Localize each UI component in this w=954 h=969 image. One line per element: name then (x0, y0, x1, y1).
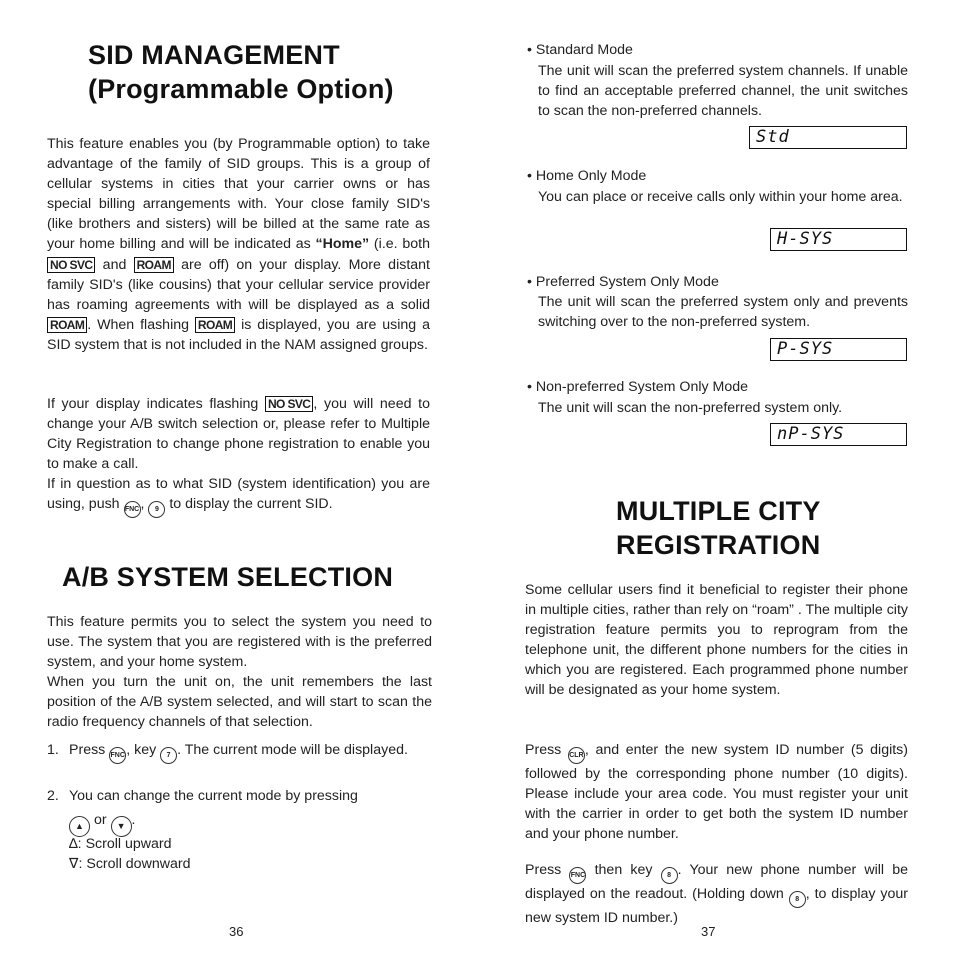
sid-title-line-1: SID MANAGEMENT (88, 40, 340, 70)
sid-title-line-2: (Programmable Option) (88, 74, 394, 104)
scroll-downward-note: ∇: Scroll downward (69, 856, 191, 872)
roam-quote: “roam” (752, 602, 794, 619)
no-svc-label: NO SVC (47, 257, 95, 273)
scroll-up-key-icon: ▲ (69, 816, 90, 837)
eight-key-icon: 8 (789, 891, 806, 908)
standard-mode-title: • Standard Mode (527, 42, 633, 58)
mcr-paragraph-3: Press FNC then key 8 . Your new phone number will be displayed on the readout. (Holding down 8 , to display your new system ID number.) (525, 862, 908, 926)
h-sys-display: H-SYS (770, 228, 907, 251)
home-only-mode-title: • Home Only Mode (527, 168, 647, 184)
roam-label-flashing: ROAM (195, 317, 235, 333)
preferred-system-only-mode-title: • Preferred System Only Mode (527, 274, 719, 290)
mcr-paragraph-2: Press CLR, and enter the new system ID number (5 digits) followed by the corresponding phone number (10 digits). Please include your area code. You must register your unit with the carrier in order to get both the system ID number and your phone number. (525, 742, 908, 843)
sid-paragraph-3: If in question as to what SID (system identification) you are using, push FNC, 9 to display the current SID. (47, 474, 430, 518)
fnc-key-icon: FNC (109, 747, 126, 764)
mcr-title-line-2: REGISTRATION (616, 530, 821, 560)
scroll-down-key-icon: ▼ (111, 816, 132, 837)
home-only-mode-description: You can place or receive calls only within your home area. (538, 189, 903, 205)
no-svc-label-flashing: NO SVC (265, 396, 313, 412)
p-sys-display: P-SYS (770, 338, 907, 361)
roam-label-solid: ROAM (47, 317, 87, 333)
seven-key-icon: 7 (160, 747, 177, 764)
step-1: 1. Press FNC, key 7 . The current mode will be displayed. (47, 740, 432, 764)
mcr-paragraph-1: Some cellular users find it beneficial to register their phone in multiple cities, rather than rely on “roam” . The multiple city registration feature permits you to reprogram from the telephone unit, the different phone numbers for the cities in which you are registered. Each programmed phone number will be designated as your home system. (525, 582, 908, 699)
ab-system-selection-title: A/B SYSTEM SELECTION (62, 562, 394, 592)
roam-label: ROAM (134, 257, 174, 273)
fnc-key-icon: FNC (124, 501, 141, 518)
eight-key-icon: 8 (661, 867, 678, 884)
nine-key-icon: 9 (148, 501, 165, 518)
page-number: 37 (701, 924, 716, 939)
standard-mode-description: The unit will scan the preferred system channels. If unable to find an acceptable preferred channel, the unit switches to scan the non-preferred channels. (538, 63, 908, 120)
np-sys-display: nP-SYS (770, 423, 907, 446)
page-number: 36 (229, 924, 244, 939)
scroll-upward-note: ∆: Scroll upward (69, 836, 172, 852)
non-preferred-system-only-mode-title: • Non-preferred System Only Mode (527, 379, 749, 395)
std-display: Std (749, 126, 907, 149)
preferred-system-only-mode-description: The unit will scan the preferred system only and prevents switching over to the non-preferred system. (538, 294, 908, 331)
fnc-key-icon: FNC (569, 867, 586, 884)
step-2: 2. You can change the current mode by pressing (47, 788, 358, 804)
ab-paragraph-1: This feature permits you to select the system you need to use. The system that you are registered with is the preferred system, and your home system. (47, 614, 432, 671)
scroll-keys: ▲ or ▼ . (69, 810, 135, 837)
multiple-city-registration-title (616, 494, 821, 562)
sid-paragraph-1: This feature enables you (by Programmable option) to take advantage of the family of SID groups. This is a group of cellular systems in cities that your carrier owns or has special billing arrangements with. Your close family SID's (like brothers and sisters) will be billed at the same rate as your home billing and will be indicated as “Home” (i.e. both NO SVC and ROAM are off) on your display. More distant family SID's (like cousins) that your cellular service provider has roaming agreements with will be displayed as a solid ROAM . When flashing ROAM is displayed, you are using a SID system that is not included in the NAM assigned groups. (47, 136, 430, 353)
non-preferred-system-only-mode-description: The unit will scan the non-preferred system only. (538, 400, 843, 416)
sid-management-title (88, 38, 394, 106)
clr-key-icon: CLR (568, 747, 585, 764)
mcr-title-line-1: MULTIPLE CITY (616, 496, 821, 526)
home-quote: “Home” (315, 236, 370, 253)
ab-paragraph-2: When you turn the unit on, the unit remembers the last position of the A/B system selected, and will start to scan the radio frequency channels of that selection. (47, 674, 432, 731)
sid-paragraph-2: If your display indicates flashing NO SVC , you will need to change your A/B switch selection or, please refer to Multiple City Registration to change phone registration to enable you to make a call. (47, 396, 430, 473)
